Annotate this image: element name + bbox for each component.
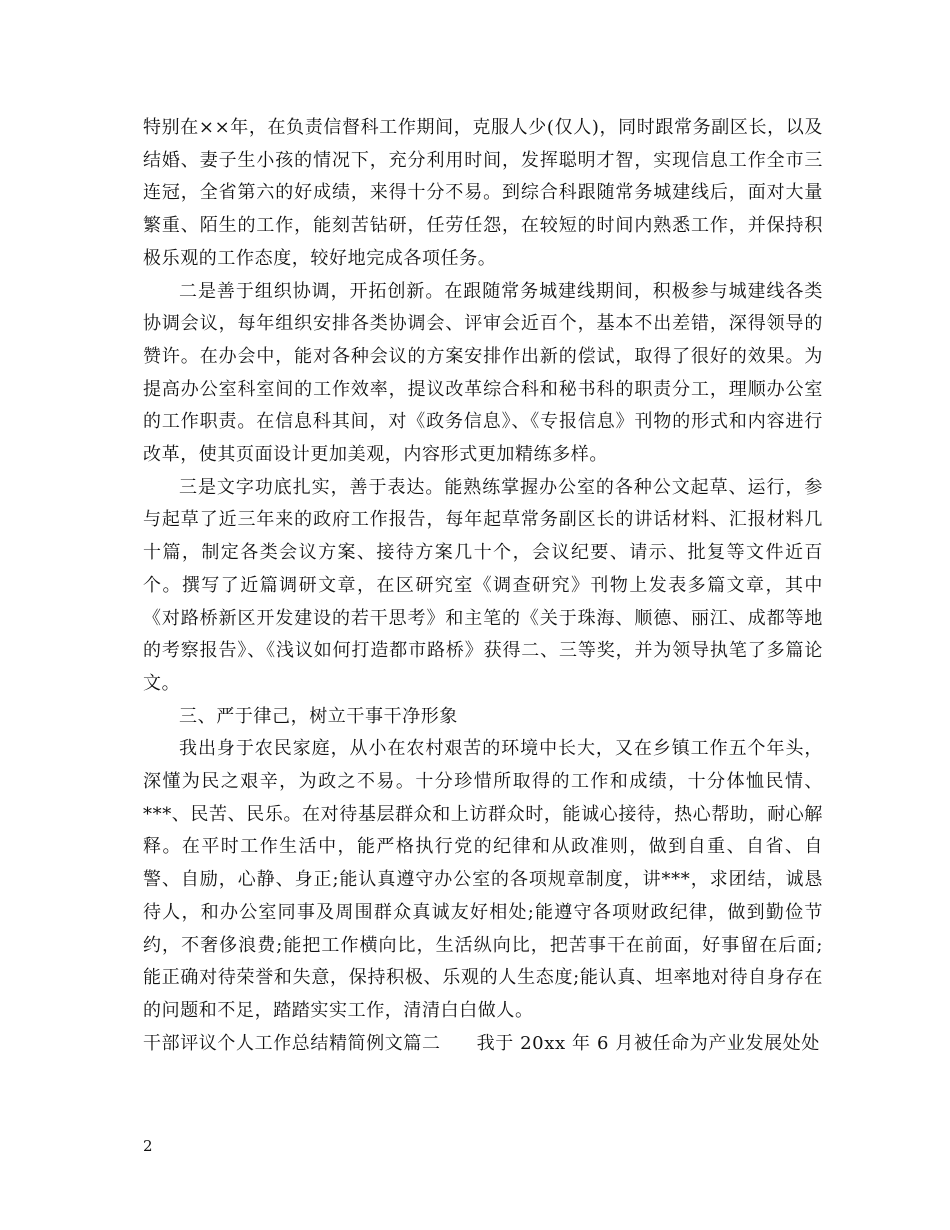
paragraph-work-history: 特别在××年，在负责信督科工作期间，克服人少(仅人)，同时跟常务副区长，以及结婚、妻子生小孩的情况下，充分利用时间，发挥聪明才智，实现信息工作全市三连冠，全省第六的好成绩，来得十分不易。到综合科跟随常务城建线后，面对大量繁重、陌生的工作，能刻苦钻研，任劳任怨，在较短的时间内熟悉工作，并保持积极乐观的工作态度，较好地完成各项任务。 — [143, 117, 823, 269]
section-heading-self-discipline: 三、严于律己，树立干事干净形象 — [179, 705, 458, 727]
next-article-line — [143, 1028, 823, 1061]
paragraph-self-discipline: 我出身于农民家庭，从小在农村艰苦的环境中长大，又在乡镇工作五个年头，深懂为民之艰辛，为政之不易。十分珍惜所取得的工作和成绩，十分体恤民情、***、民苦、民乐。在对待基层群众和上访群众时，能诚心接待，热心帮助，耐心解释。在平时工作生活中，能严格执行党的纪律和从政准则，做到自重、自省、自警、自励，心静、身正;能认真遵守办公室的各项规章制度，讲***，求团结，诚恳待人，和办公室同事及周围群众真诚友好相处;能遵守各项财政纪律，做到勤俭节约，不奢侈浪费;能把工作横向比，生活纵向比，把苦事干在前面，好事留在后面;能正确对待荣誉和失意，保持积极、乐观的人生态度;能认真、坦率地对待自身存在的问题和不足，踏踏实实工作，清清白白做人。 — [143, 738, 823, 1021]
page-number: 2 — [143, 1137, 153, 1155]
document-body — [143, 112, 823, 1060]
next-article-title: 干部评议个人工作总结精简例文篇二 — [143, 1032, 441, 1054]
next-article-opening: 我于 20xx 年 6 月被任命为产业发展处处 — [476, 1032, 820, 1054]
paragraph-coordination: 二是善于组织协调，开拓创新。在跟随常务城建线期间，积极参与城建线各类协调会议，每年组织安排各类协调会、评审会近百个，基本不出差错，深得领导的赞许。在办会中，能对各种会议的方案安排作出新的偿试，取得了很好的效果。为提高办公室科室间的工作效率，提议改革综合科和秘书科的职责分工，理顺办公室的工作职责。在信息科其间，对《政务信息》、《专报信息》刊物的形式和内容进行改革，使其页面设计更加美观，内容形式更加精练多样。 — [143, 280, 823, 466]
paragraph-writing-skills: 三是文字功底扎实，善于表达。能熟练掌握办公室的各种公文起草、运行，参与起草了近三年来的政府工作报告，每年起草常务副区长的讲话材料、汇报材料几十篇，制定各类会议方案、接待方案几十个，会议纪要、请示、批复等文件近百个。撰写了近篇调研文章，在区研究室《调查研究》刊物上发表多篇文章，其中《对路桥新区开发建设的若干思考》和主笔的《关于珠海、顺德、丽江、成都等地的考察报告》、《浅议如何打造都市路桥》获得二、三等奖，并为领导执笔了多篇论文。 — [143, 476, 823, 694]
